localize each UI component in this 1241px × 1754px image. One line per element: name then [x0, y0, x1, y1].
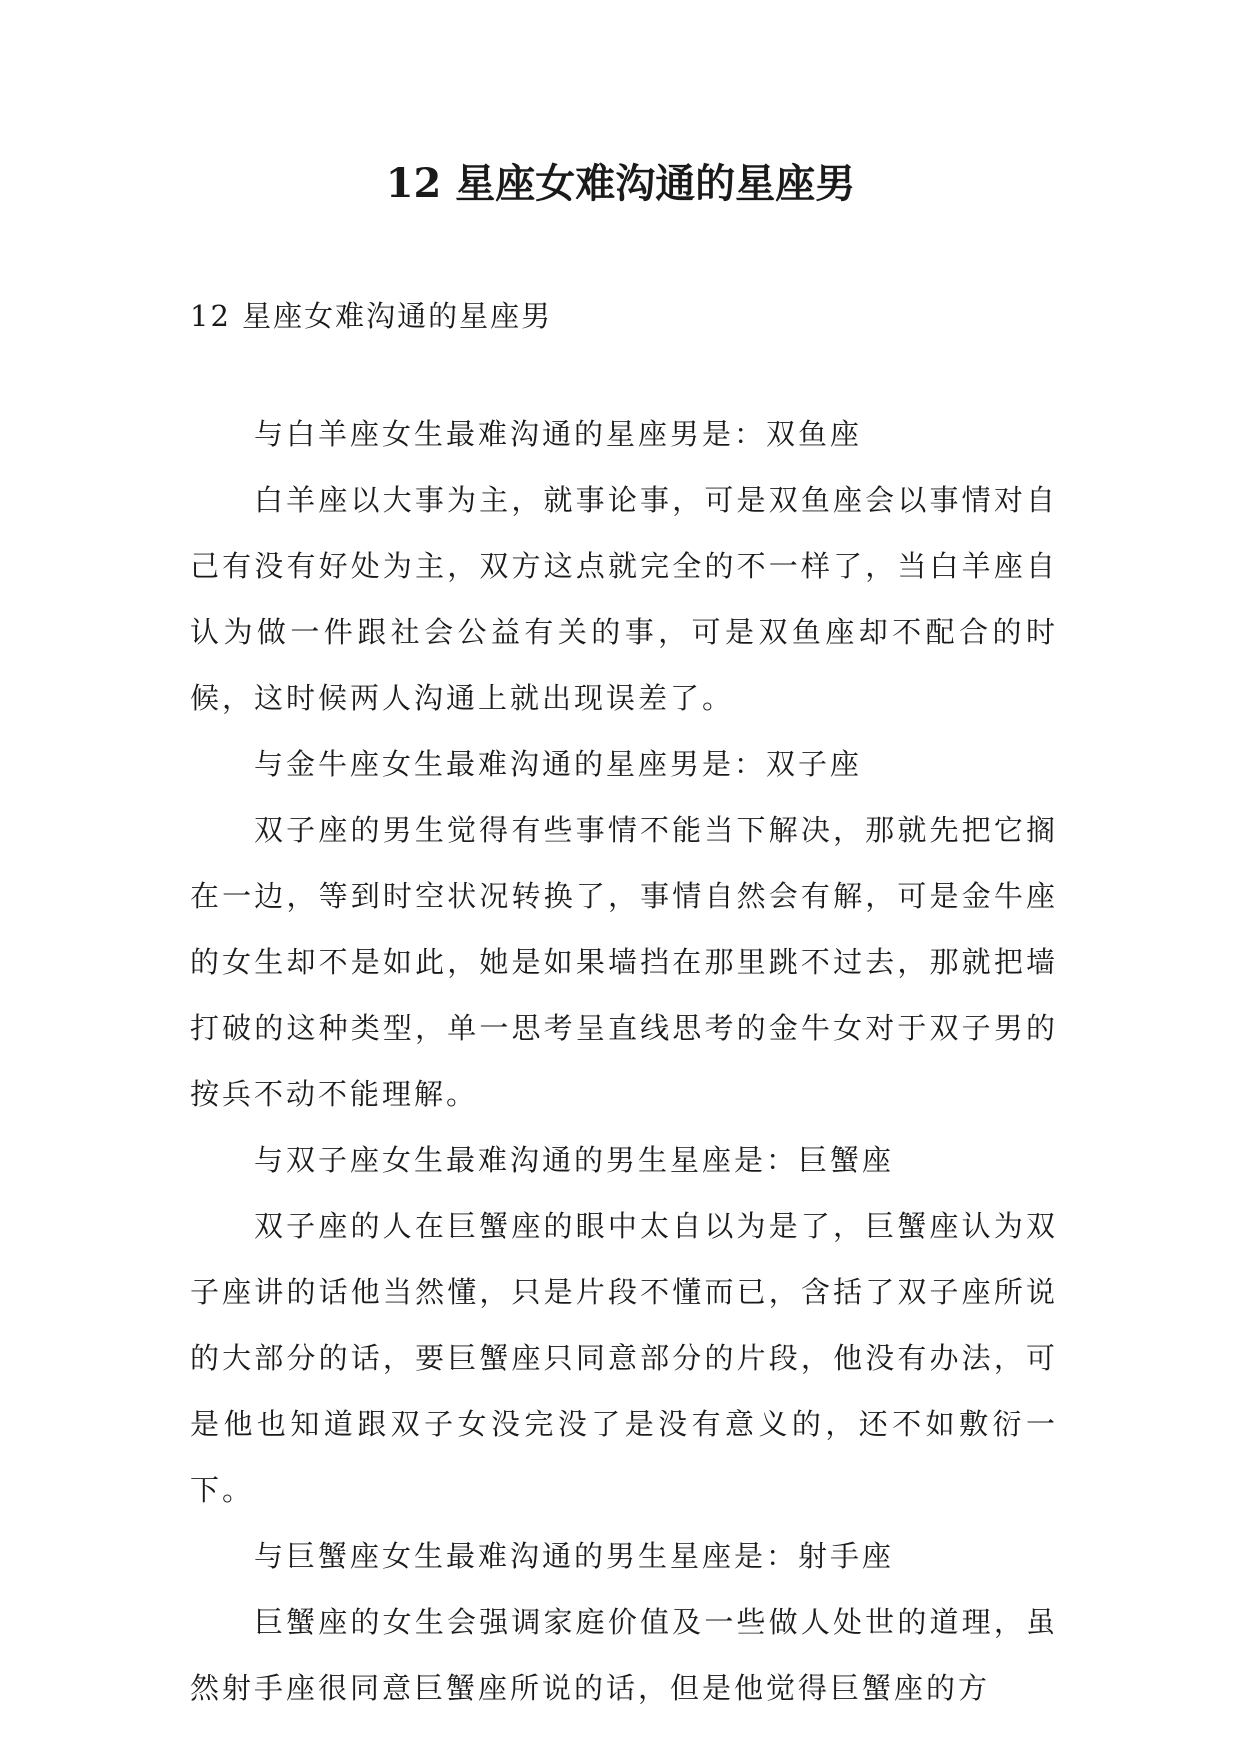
document-body	[190, 401, 1058, 1721]
paragraph-gemini: 双子座的人在巨蟹座的眼中太自以为是了，巨蟹座认为双子座讲的话他当然懂，只是片段不懂而已，含括了双子座所说的大部分的话，要巨蟹座只同意部分的片段，他没有办法，可是他也知道跟双子女没完没了是没有意义的，还不如敷衍一下。	[190, 1209, 1058, 1507]
document-subtitle: 12 星座女难沟通的星座男	[190, 299, 553, 333]
paragraph-cancer: 巨蟹座的女生会强调家庭价值及一些做人处世的道理，虽然射手座很同意巨蟹座所说的话，但是他觉得巨蟹座的方	[190, 1605, 1058, 1705]
paragraph-taurus: 双子座的男生觉得有些事情不能当下解决，那就先把它搁在一边，等到时空状况转换了，事情自然会有解，可是金牛座的女生却不是如此，她是如果墙挡在那里跳不过去，那就把墙打破的这种类型，单一思考呈直线思考的金牛女对于双子男的按兵不动不能理解。	[190, 813, 1058, 1111]
section-heading-gemini: 与双子座女生最难沟通的男生星座是：巨蟹座	[254, 1143, 895, 1177]
section-heading-aries: 与白羊座女生最难沟通的星座男是：双鱼座	[254, 417, 863, 451]
paragraph-aries: 白羊座以大事为主，就事论事，可是双鱼座会以事情对自己有没有好处为主，双方这点就完全的不一样了，当白羊座自认为做一件跟社会公益有关的事，可是双鱼座却不配合的时候，这时候两人沟通上就出现误差了。	[190, 483, 1058, 715]
section-heading-taurus: 与金牛座女生最难沟通的星座男是：双子座	[254, 747, 863, 781]
document-title: 12 星座女难沟通的星座男	[385, 160, 856, 207]
section-heading-cancer: 与巨蟹座女生最难沟通的男生星座是：射手座	[254, 1539, 895, 1573]
